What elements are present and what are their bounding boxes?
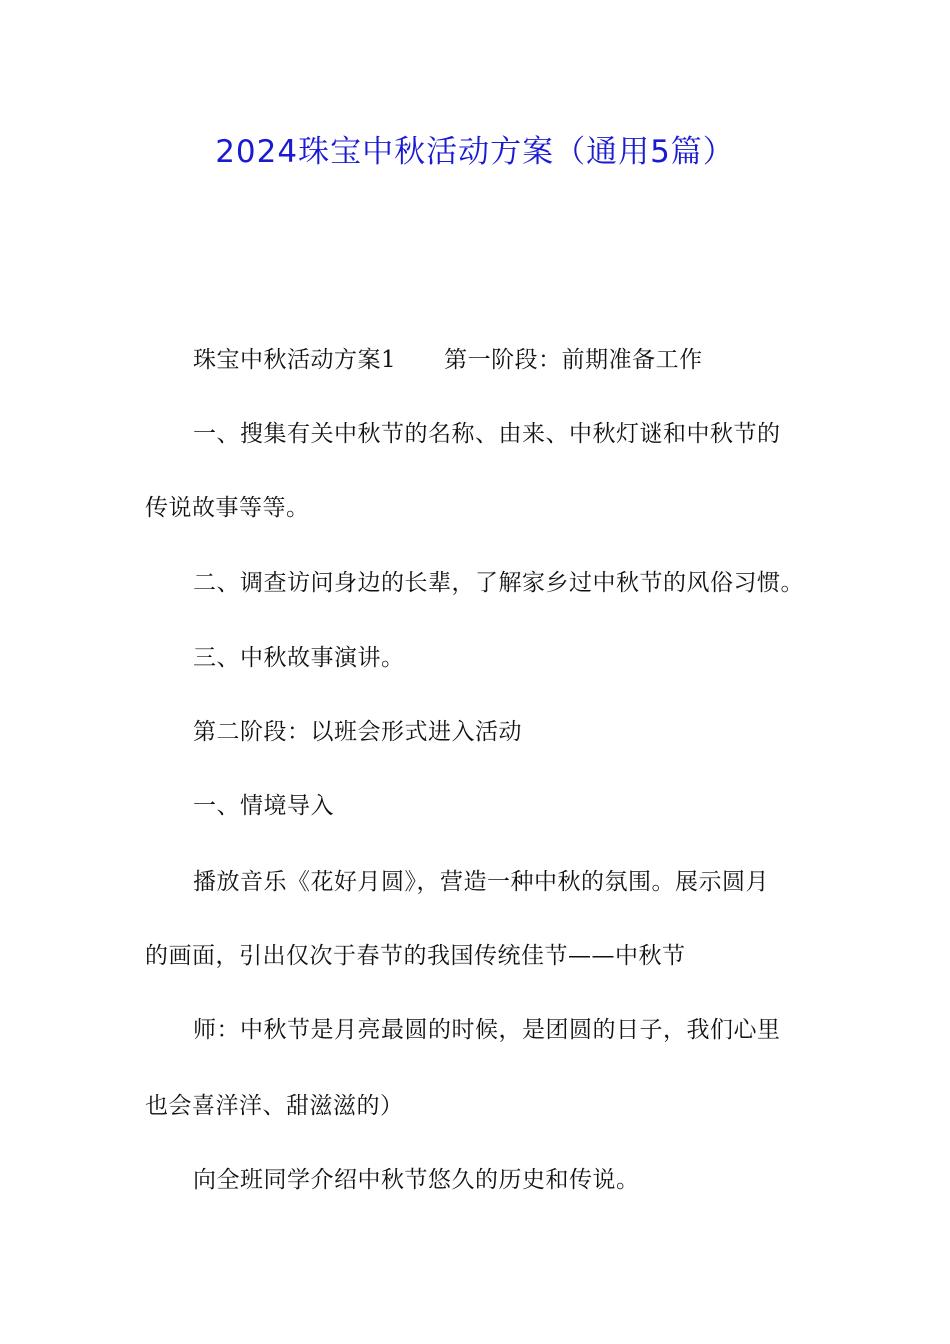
paragraph-line: 一、情境导入: [193, 793, 334, 819]
stage-heading: 第一阶段：前期准备工作: [444, 347, 703, 373]
section-heading-line: [193, 344, 703, 376]
paragraph-line: 也会喜洋洋、甜滋滋的）: [145, 1093, 404, 1119]
document-title: 2024珠宝中秋活动方案（通用5篇）: [215, 134, 735, 170]
paragraph-line: 二、调查访问身边的长辈，了解家乡过中秋节的风俗习惯。: [193, 570, 804, 596]
paragraph-line: 一、搜集有关中秋节的名称、由来、中秋灯谜和中秋节的: [193, 421, 781, 447]
paragraph-line: 第二阶段：以班会形式进入活动: [193, 719, 522, 745]
paragraph-line: 传说故事等等。: [145, 495, 310, 521]
paragraph-line: 的画面，引出仅次于春节的我国传统佳节——中秋节: [145, 943, 686, 969]
paragraph-line: 三、中秋故事演讲。: [193, 645, 405, 671]
paragraph-line: 向全班同学介绍中秋节悠久的历史和传说。: [193, 1167, 640, 1193]
paragraph-line: 师：中秋节是月亮最圆的时候，是团圆的日子，我们心里: [193, 1017, 781, 1043]
paragraph-line: 播放音乐《花好月圆》，营造一种中秋的氛围。展示圆月: [193, 869, 769, 895]
plan-heading: 珠宝中秋活动方案1: [193, 347, 397, 373]
